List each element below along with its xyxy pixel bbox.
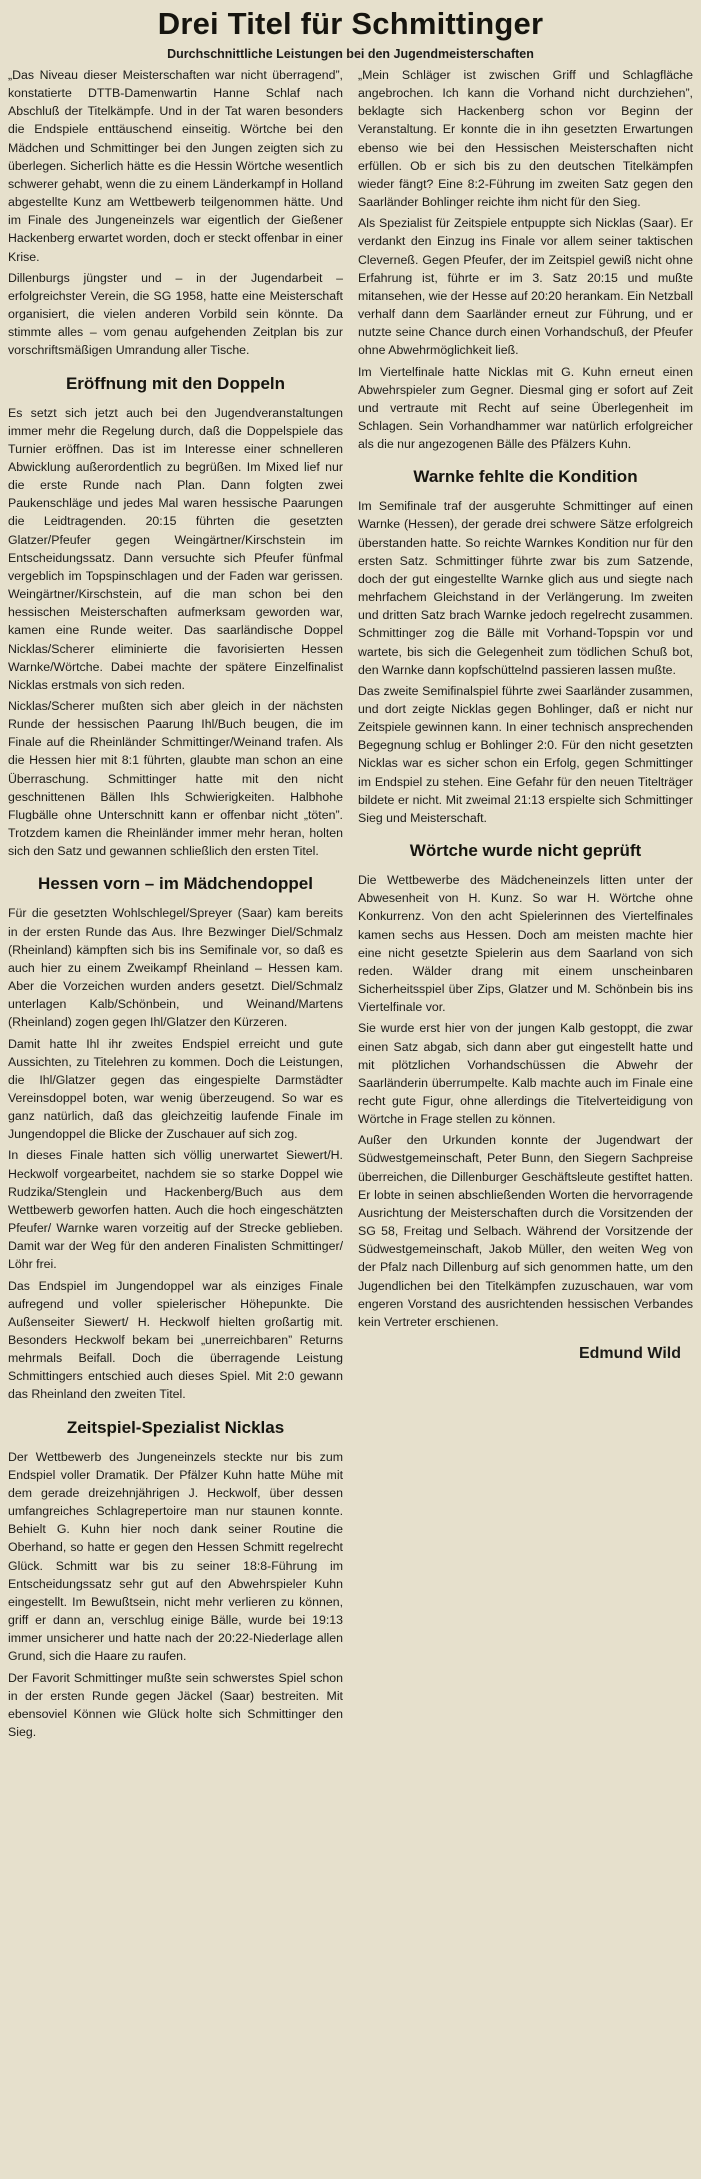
article-subtitle: Durchschnittliche Leistungen bei den Jugendmeisterschaften [167, 47, 534, 61]
paragraph: Dillenburgs jüngster und – in der Jugendarbeit – erfolgreichster Verein, die SG 1958, hatte eine Meisterschaft organisiert, die vielen anderen Vorbild sein könnte. Da stimmte alles – vom genau aufgehenden Zeitplan bis zur vorschriftsmäßigen Umrandung aller Tische. [8, 270, 343, 358]
paragraph: Sie wurde erst hier von der jungen Kalb gestoppt, die zwar einen Satz abgab, sich dann aber gut eingestellt hatte und mit plötzlichen Vorhandschüssen die Abwehr der Saarländerin überrumpelte. Kalb machte auch im Finale eine recht gute Figur, ohne allerdings die Titelverteidigung von Wörtche in Frage stellen zu können. [358, 1021, 693, 1127]
left-column [8, 66, 343, 2176]
section-heading: Wörtche wurde nicht geprüft [409, 841, 642, 861]
paragraph: Das Endspiel im Jungendoppel war als einziges Finale aufregend und voller spielerischer Höhepunkte. Die Außenseiter Siewert/ H. Heckwolf hielten großartig mit. Besonders Heckwolf bekam bei „unerreichbaren” Returns mehrmals Beifall. Doch die überragende Leistung Schmittingers entschied auch dieses Spiel. Mit 2:0 gewann das Rheinland den zweiten Titel. [8, 1278, 343, 1402]
section-heading: Zeitspiel-Spezialist Nicklas [66, 1417, 285, 1437]
paragraph: Außer den Urkunden konnte der Jugendwart der Südwestgemeinschaft, Peter Bunn, den Siegern Sachpreise überreichen, die Dillenburger Geschäftsleute gestiftet hatten. Er lobte in seinen abschließenden Worten die hervorragende Ausrichtung der Meisterschaften durch die Vorsitzenden der SG 58, Freitag und Selbach. Während der Vorsitzende der Südwestgemeinschaft, Jakob Müller, den weiten Weg von der Pfalz nach Dillenburg auf sich genommen hatte, um den Jugendlichen bei den Titelkämpfen zuzuschauen, war vom engeren Vorstand des ausrichtenden hessischen Verbandes kein Vertreter erschienen. [358, 1133, 693, 1329]
section-heading: Eröffnung mit den Doppeln [65, 373, 286, 393]
paragraph: Der Favorit Schmittinger mußte sein schwerstes Spiel schon in der ersten Runde gegen Jäckel (Saar) bestreiten. Mit ebensoviel Können wie Glück holte sich Schmittinger den Sieg. [8, 1670, 343, 1739]
paragraph: Es setzt sich jetzt auch bei den Jugendveranstaltungen immer mehr die Regelung durch, daß die Doppelspiele das Turnier eröffnen. Das ist im Interesse einer schnelleren Abwicklung außerordentlich zu begrüßen. Im Mixed lief nur die erste Runde nach Plan. Dann folgten zwei Paukenschläge und jedes Mal waren hessische Paarungen die Leidtragenden. 20:15 führten die gesetzten Glatzer/Pfeufer gegen Weingärtner/Kirschstein im Entscheidungssatz. Dann versuchte sich Pfeufer fünfmal vergeblich im Topspinschlagen und der Faden war gerissen. Weingärtner/Kirschstein, auf die man schon bei den hessischen Meisterschaften aufmerksam geworden war, kamen eine Runde weiter. Das saarländische Doppel Nicklas/Scherer eliminierte die favorisierten Hessen Warnke/Wörtche. Dabei machte der spätere Einzelfinalist Nicklas erstmals von sich reden. [8, 405, 343, 692]
paragraph: Damit hatte Ihl ihr zweites Endspiel erreicht und gute Aussichten, zu Titelehren zu kommen. Doch die Leistungen, die Ihl/Glatzer gegen das eingespielte Darmstädter Vereinsdoppel boten, war wenig überzeugend. So war es ganz natürlich, daß das gleichzeitig laufende Finale im Jungendoppel die Blicke der Zuschauer auf sich zog. [8, 1036, 343, 1142]
article-title: Drei Titel für Schmittinger [157, 6, 544, 41]
section-heading: Hessen vorn – im Mädchendoppel [38, 874, 313, 894]
paragraph: In dieses Finale hatten sich völlig unerwartet Siewert/H. Heckwolf vorgearbeitet, nachdem sie so starke Doppel wie Rudzika/Stenglein und Hackenberg/Buch aus dem Wettbewerb geworfen hatten. Auch die hoch eingeschätzten Pfeufer/ Warnke waren vorzeitig auf der Strecke geblieben. Damit war der Weg für den anderen Finalisten Schmittinger/ Löhr frei. [8, 1148, 343, 1272]
paragraph: Die Wettbewerbe des Mädcheneinzels litten unter der Abwesenheit von H. Kunz. So war H. Wörtche ohne Konkurrenz. Von den acht Spielerinnen des Viertelfinales kamen sechs aus Hessen. Doch am meisten machte hier eine nicht gesetzte Spielerin aus dem Saarland von sich reden. Wälder drang mit einem unscheinbaren Sicherheitsspiel über Zips, Glatzer und M. Schönbein bis ins Viertelfinale vor. [358, 873, 693, 1015]
paragraph: Im Viertelfinale hatte Nicklas mit G. Kuhn erneut einen Abwehrspieler zum Gegner. Diesmal ging er sofort auf Zeit und vertraute mit Recht auf seine Überlegenheit im Schlagen. Sein Vorhandhammer war natürlich erfolgreicher als die nur angezogenen Bälle des Pfälzers Kuhn. [358, 364, 693, 452]
paragraph: „Das Niveau dieser Meisterschaften war nicht überragend”, konstatierte DTTB-Damenwartin Hanne Schlaf nach Abschluß der Titelkämpfe. Und in der Tat waren besonders die Endspiele enttäuschend einseitig. Wörtche bei den Mädchen und Schmittinger bei den Jungen zeigten sich zu überlegen. Sicherlich hätte es die Hessin Wörtche wesentlich schwerer gehabt, wenn die zu einem Länderkampf in Holland abgestellte Kunz am Wettbewerb teilgenommen hätte. Und im Finale des Jungeneinzels war eigentlich der Gießener Hackenberg erwartet worden, doch er steckt offenbar in einer Krise. [8, 68, 343, 264]
section-heading: Warnke fehlte die Kondition [413, 467, 638, 487]
right-column [358, 66, 693, 1746]
paragraph: Im Semifinale traf der ausgeruhte Schmittinger auf einen Warnke (Hessen), der gerade drei schwere Sätze erfolgreich überstanden hatte. So reichte Warnkes Kondition nur für den ersten Satz. Schmittinger führte zwar bis zum Satzende, doch der gut eingestellte Warnke glich aus und siegte nach mehrfachem Gleichstand in der Verlängerung. Im zweiten und dritten Satz brach Warnke jedoch regelrecht zusammen. Schmittinger zog die Bälle mit Vorhand-Topspin vor und wartete, bis sich die Gelegenheit zum tödlichen Schuß bot, den Warnke dann kopfschüttelnd passieren lassen mußte. [358, 499, 693, 677]
paragraph: Als Spezialist für Zeitspiele entpuppte sich Nicklas (Saar). Er verdankt den Einzug ins Finale vor allem seiner taktischen Cleverneß. Gegen Pfeufer, der im Zeitspiel gewiß nicht ohne Erfahrung ist, führte er im 3. Satz 20:15 und mußte mitansehen, wie der Hesse auf 20:20 herankam. Ein Netzball verhalf dann dem Saarländer erneut zur Führung, und er nutzte seine Chance durch einen Vorhandschuß, der Pfeufer ohne Abwehrmöglichkeit ließ. [358, 216, 693, 358]
paragraph: Für die gesetzten Wohlschlegel/Spreyer (Saar) kam bereits in der ersten Runde das Aus. Ihre Bezwinger Diel/Schmalz (Rheinland) kämpften sich bis ins Semifinale vor, so daß es auch hier zu einem Zweikampf Rheinland – Hessen kam. Aber die Vorzeichen wurden anders gesetzt. Diel/Schmalz unterlagen Kalb/Schönbein, und Weinand/Martens (Rheinland) zogen gegen Ihl/Glatzer den Kürzeren. [8, 906, 343, 1030]
paragraph: Das zweite Semifinalspiel führte zwei Saarländer zusammen, und dort zeigte Nicklas gegen Bohlinger, daß er nicht nur Zeitspiele gewinnen kann. In einer technisch ansprechenden Begegnung schlug er Bohlinger 2:0. Für den nicht gesetzten Nicklas war es sicher schon ein Erfolg, gegen Schmittinger im Endspiel zu stehen. Eine Gefahr für den neuen Titelträger bildete er nicht. Mit zweimal 21:13 erspielte sich Schmittinger Sieg und Meisterschaft. [358, 683, 693, 825]
author-byline: Edmund Wild [578, 1345, 681, 1362]
paragraph: Nicklas/Scherer mußten sich aber gleich in der nächsten Runde der hessischen Paarung Ihl/Buch beugen, die im Finale auf die Rheinländer Schmittinger/Weinand trafen. Als die Hessen hier mit 8:1 führten, glaubte man schon an eine Überraschung. Schmittinger hatte mit den nicht geschnittenen Bällen Ihls Schwierigkeiten. Halbhohe Flugbälle ohne Unterschnitt kann er offenbar nicht „töten”. Trotzdem kamen die Rheinländer immer mehr heran, holten sich den Satz und gewannen schließlich den ersten Titel. [8, 699, 343, 859]
paragraph: „Mein Schläger ist zwischen Griff und Schlagfläche angebrochen. Ich kann die Vorhand nicht durchziehen”, beklagte sich Hackenberg schon vor Beginn der Veranstaltung. Er konnte die in ihn gesetzten Erwartungen ebenso wie bei den Hessischen Meisterschaften nicht erfüllen. Ob er sich bis zu den deutschen Titelkämpfen wieder fängt? Eine 8:2-Führung im zweiten Satz gegen den Saarländer Bohlinger reichte ihm nicht für den Sieg. [358, 68, 693, 210]
paragraph: Der Wettbewerb des Jungeneinzels steckte nur bis zum Endspiel voller Dramatik. Der Pfälzer Kuhn hatte Mühe mit dem gerade dreizehnjährigen J. Heckwolf, über dessen umfangreiches Schlagrepertoire man nur staunen konnte. Behielt G. Kuhn hier noch dank seiner Routine die Oberhand, so hatte er gegen den Hessen Schmitt regelrecht Glück. Schmitt war bis zu seiner 18:8-Führung im Entscheidungssatz sehr gut auf den Abwehrspieler Kuhn eingestellt. Im Bewußtsein, nicht mehr verlieren zu können, griff er dann an, verschlug einige Bälle, wurde bei 19:13 immer unsicherer und hatte nach der 20:22-Niederlage allen Grund, sich die Haare zu raufen. [8, 1449, 343, 1664]
